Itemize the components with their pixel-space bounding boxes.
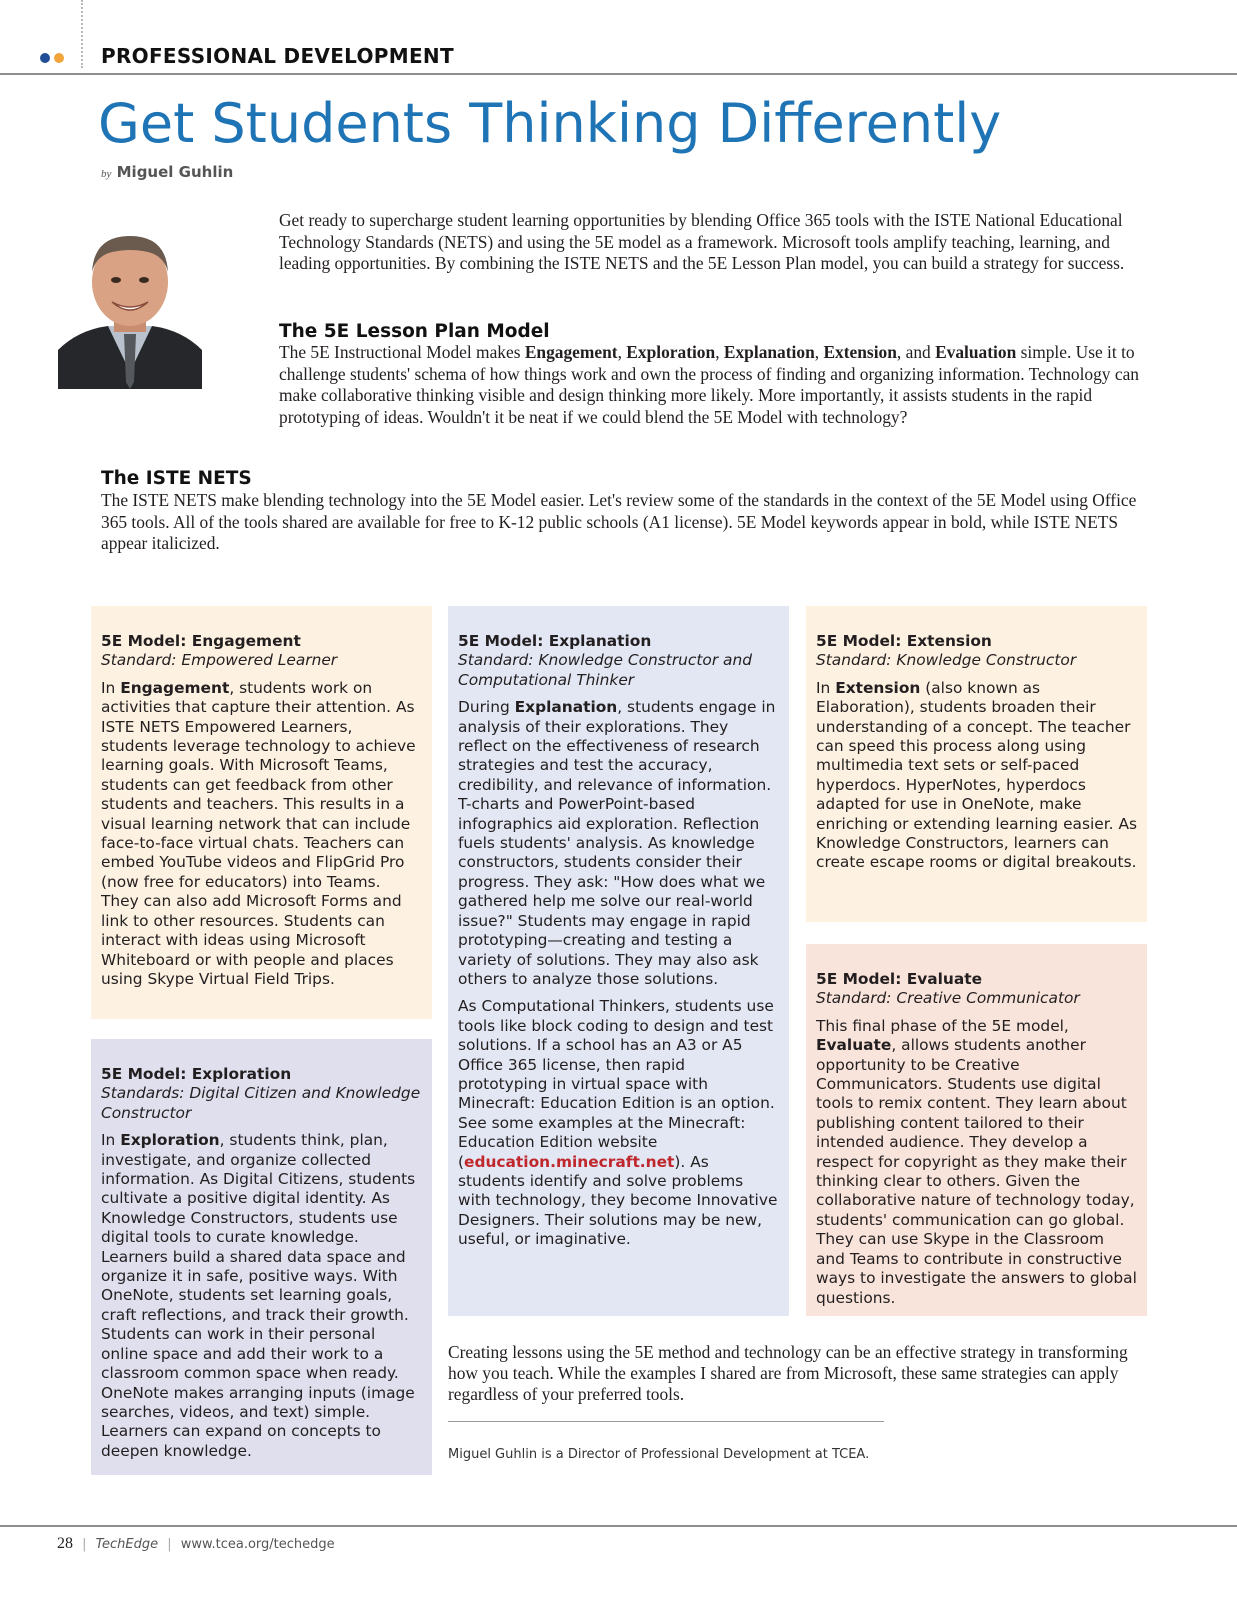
closing-text: Creating lessons using the 5E method and technology can be an effective strategy in transforming how you teach. While the examples I shared are from Microsoft, these same strategies can apply regardless of your preferred tools. (448, 1342, 1128, 1404)
minecraft-link[interactable]: education.minecraft.net (464, 1152, 675, 1171)
bio-rule (448, 1421, 884, 1422)
evaluate-heading: 5E Model: Evaluate (816, 970, 983, 988)
exploration-text: In Exploration, students think, plan, investigate, and organize collected information. As Digital Citizens, students cultivate a positive digital identity. As Knowledge Constructors, students use digital tools to curate knowledge. Learners build a shared data space and organize it in safe, positive ways. With OneNote, students set learning goals, craft reflections, and track their growth. Students can work in their personal online space and add their work to a classroom common space when ready. OneNote makes arranging inputs (image searches, videos, and text) simple. Learners can expand on concepts to deepen knowledge. (101, 1131, 416, 1460)
section-label: PROFESSIONAL DEVELOPMENT (101, 44, 454, 68)
evaluate-text: This final phase of the 5E model, Evaluate, allows students another opportunity to be Creative Communicators. Students use digital tools to remix content. They learn about publishing content tailored to their intended audience. They develop a respect for copyright as they make their thinking clear to others. Given the collaborative nature of technology today, students' communication can go global. They can use Skype in the Classroom and Teams to contribute in constructive ways to investigate the answers to global questions. (816, 1016, 1137, 1307)
explanation-standard: Standard: Knowledge Constructor and Computational Thinker (458, 651, 753, 689)
explanation-text: During Explanation, students engage in analysis of their explorations. They reflect on the effectiveness of research strategies and test the accuracy, credibility, and relevance of information. T-charts and PowerPoint-based infographics aid exploration. Reflection fuels students' analysis. As knowledge constructors, students consider their progress. They ask: "How does what we gathered help me solve our real-world issue?" Students may engage in rapid prototyping—creating and testing a variety of solutions. They may also ask others to analyze those solutions. (458, 698, 776, 988)
engagement-text: In Engagement, students work on activities that capture their attention. As ISTE NETS Empowered Learners, students leverage technology to achieve learning goals. With Microsoft Teams, students can get feedback from other students and teachers. This results in a visual learning network that can include face-to-face virtual chats. Teachers can embed YouTube videos and FlipGrid Pro (now free for educators) into Teams. They can also add Microsoft Forms and link to other resources. Students can interact with ideas using Microsoft Whiteboard or with people and places using Skype Virtual Field Trips. (101, 678, 416, 988)
blue-dot-icon (40, 53, 50, 63)
lesson-plan-paragraph: The 5E Instructional Model makes Engagement, Exploration, Explanation, Extension, and Evaluation simple. Use it to challenge students' schema of how things work and own the process of finding and organizing information. Technology can make collaborative thinking visible and design thinking more likely. More importantly, it assists students in the rapid prototyping of ideas. Wouldn't it be neat if we could blend the 5E Model with technology? (279, 342, 1139, 427)
extension-box (806, 606, 1147, 922)
orange-dot-icon (54, 53, 64, 63)
intro-text: Get ready to supercharge student learning opportunities by blending Office 365 tools with the ISTE National Educational Technology Standards (NETS) and using the 5E model as a framework. Microsoft tools amplify teaching, learning, and leading opportunities. By combining the ISTE NETS and the 5E Lesson Plan model, you can build a strategy for success. (279, 210, 1125, 273)
author-photo (58, 222, 202, 389)
lesson-plan-heading: The 5E Lesson Plan Model (279, 321, 550, 342)
footer-separator-2: | (167, 1537, 172, 1552)
evaluate-box (806, 944, 1147, 1316)
engagement-heading: 5E Model: Engagement (101, 632, 301, 650)
footer-separator: | (82, 1537, 87, 1552)
engagement-box (91, 606, 432, 1019)
explanation-text-2: As Computational Thinkers, students use tools like block coding to design and test solutions. If a school has an A3 or A5 Office 365 license, then rapid prototyping in virtual space with Minecraft: Education Edition is an option. See some examples at the Minecraft: Education Edition website (education.minecraft.net). As students identify and solve problems with technology, they become Innovative Designers. Their solutions may be new, useful, or imaginative. (458, 997, 778, 1249)
closing-paragraph (448, 1342, 1148, 1405)
extension-text: In Extension (also known as Elaboration), students broaden their understanding of a concept. The teacher can speed this process along using multimedia text sets or self-paced hyperdocs. HyperNotes, hyperdocs adapted for use in OneNote, make enriching or extending learning easier. As Knowledge Constructors, learners can create escape rooms or digital breakouts. (816, 678, 1137, 872)
footer-url[interactable]: www.tcea.org/techedge (180, 1537, 335, 1552)
engagement-standard: Standard: Empowered Learner (101, 651, 338, 670)
magazine-name: TechEdge (95, 1537, 159, 1552)
iste-nets-heading: The ISTE NETS (101, 468, 252, 489)
evaluate-standard: Standard: Creative Communicator (816, 989, 1080, 1008)
author-name: Miguel Guhlin (116, 163, 234, 181)
header-rule (0, 73, 1237, 75)
exploration-box (91, 1039, 432, 1475)
page-number: 28 (57, 1535, 73, 1552)
extension-heading: 5E Model: Extension (816, 632, 992, 650)
extension-standard: Standard: Knowledge Constructor (816, 651, 1077, 670)
exploration-heading: 5E Model: Exploration (101, 1065, 292, 1083)
author-bio: Miguel Guhlin is a Director of Professional Development at TCEA. (448, 1447, 870, 1462)
exploration-standard: Standards: Digital Citizen and Knowledge Constructor (101, 1084, 421, 1122)
explanation-heading: 5E Model: Explanation (458, 632, 652, 650)
intro-paragraph (279, 210, 1149, 275)
iste-nets-text: The ISTE NETS make blending technology into the 5E Model easier. Let's review some of the standards in the context of the 5E Model using Office 365 tools. All of the tools shared are available for free to K-12 public schools (A1 license). 5E Model keywords appear in bold, while ISTE NETS appear italicized. (101, 490, 1137, 553)
iste-nets-paragraph (101, 490, 1151, 555)
footer (57, 1535, 335, 1553)
article-title: Get Students Thinking Differently (98, 92, 1002, 155)
byline (101, 163, 233, 181)
byline-by: by (101, 168, 112, 180)
explanation-box (448, 606, 789, 1316)
footer-rule (0, 1525, 1237, 1527)
dotted-margin-line (81, 0, 83, 68)
